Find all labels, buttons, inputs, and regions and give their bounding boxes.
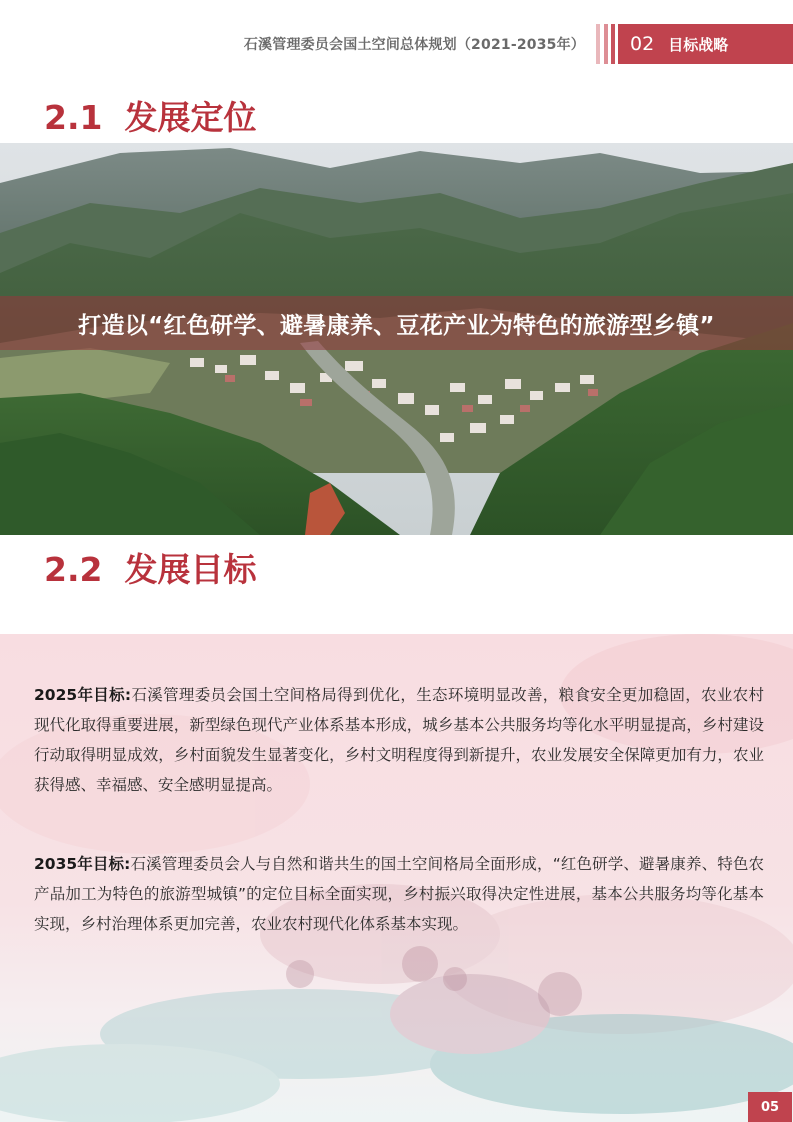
section-title-text: 发展目标 [124,550,257,589]
chapter-tab [618,24,793,64]
goal-2025 [34,680,764,800]
positioning-slogan: 打造以“红色研学、避暑康养、豆花产业为特色的旅游型乡镇” [78,312,715,339]
goal-text: 石溪管理委员会人与自然和谐共生的国土空间格局全面形成，“红色研学、避暑康养、特色农产品加工为特色的旅游型城镇”的定位目标全面实现，乡村振兴取得决定性进展，基本公共服务均等化基本实现，乡村治理体系更加完善，农业农村现代化体系基本实现。 [34,855,764,933]
chapter-number: 02 [630,33,655,55]
chapter-name: 目标战略 [668,35,729,54]
goal-label: 2025年目标: [34,686,132,704]
goals-panel [0,634,793,1122]
goal-label: 2035年目标: [34,855,131,873]
section-title-text: 发展定位 [124,98,257,137]
section-title-goals [44,544,256,591]
document-title: 石溪管理委员会国土空间总体规划（2021-2035年） [243,37,585,53]
page-number: 05 [748,1092,792,1122]
section-number: 2.1 [44,98,103,137]
header-accent-bar [596,24,600,64]
header-accent-bar [611,24,615,64]
header-accent-bar [604,24,608,64]
section-number: 2.2 [44,550,103,589]
goal-2035 [34,849,764,939]
goal-text: 石溪管理委员会国土空间格局得到优化，生态环境明显改善，粮食安全更加稳固，农业农村现代化取得重要进展，新型绿色现代产业体系基本形成，城乡基本公共服务均等化水平明显提高，乡村建设行动取得明显成效，乡村面貌发生显著变化，乡村文明程度得到新提升，农业发展安全保障更加有力，农业获得感、幸福感、安全感明显提高。 [34,686,764,794]
section-title-positioning [44,92,256,139]
